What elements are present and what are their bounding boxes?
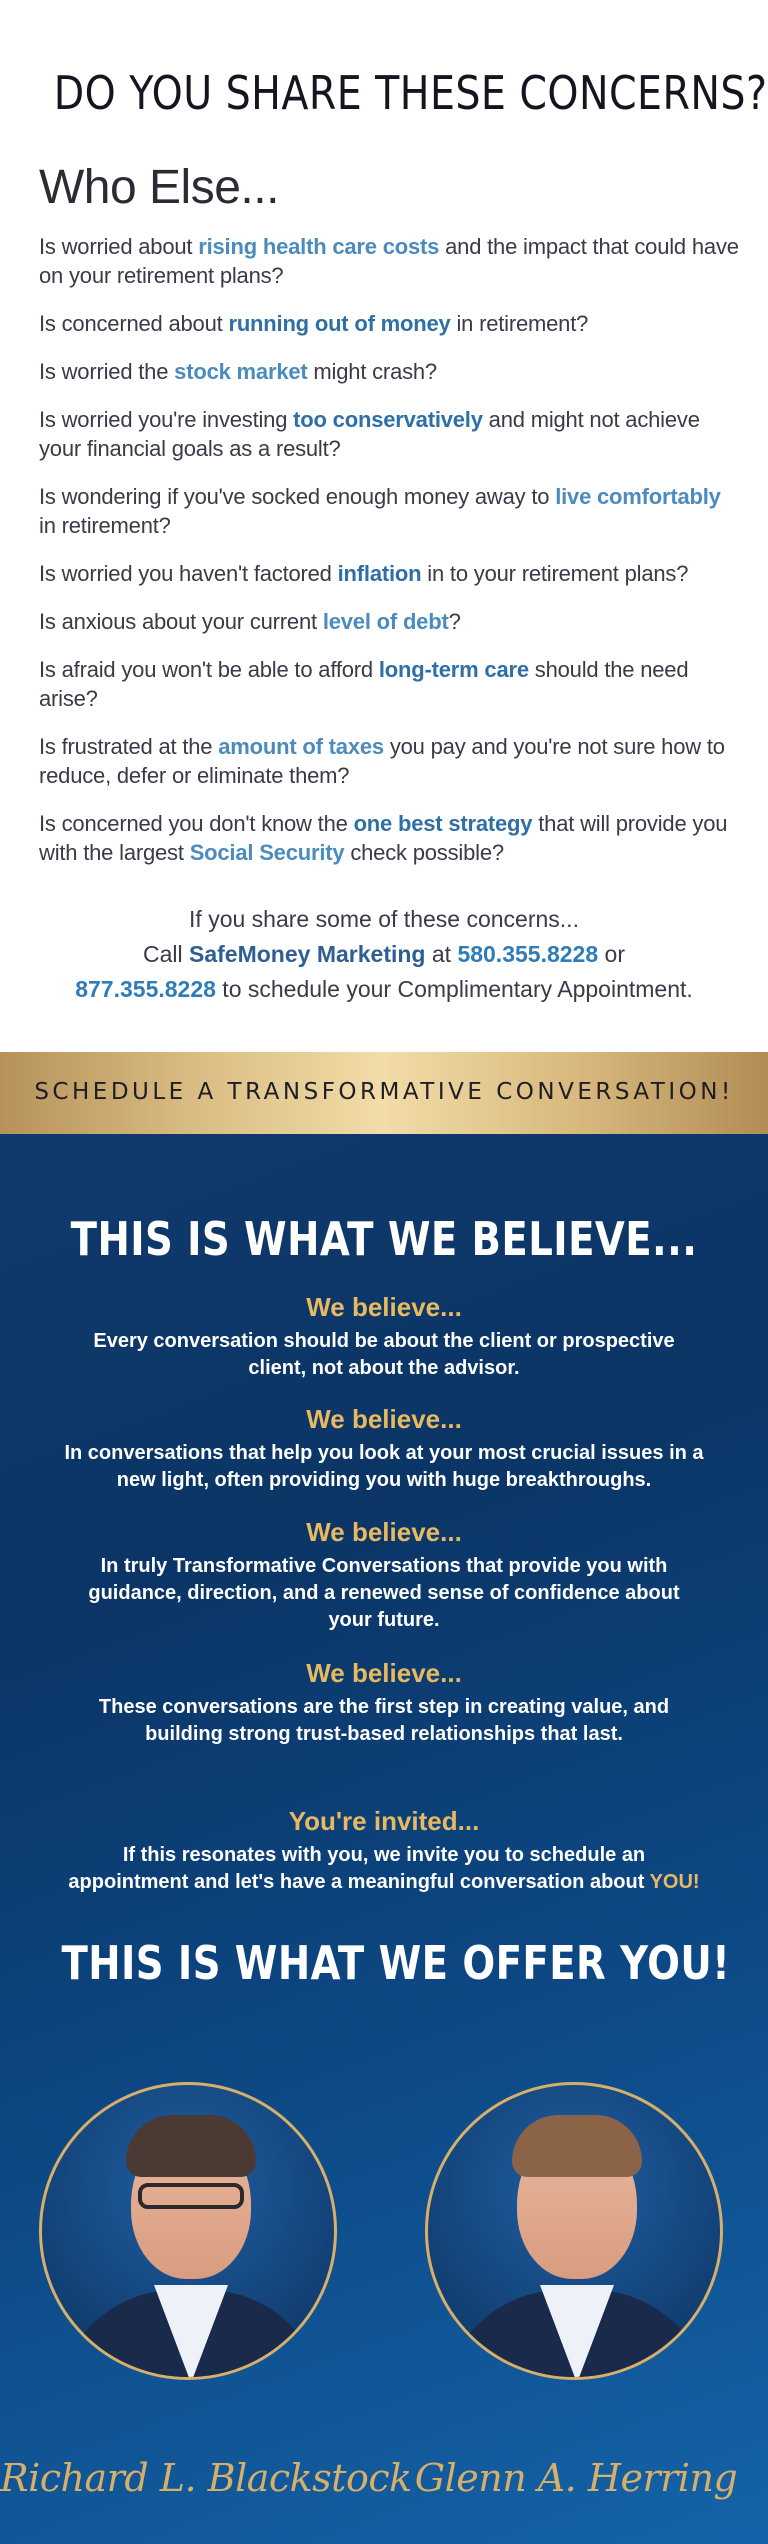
cta-line-1: If you share some of these concerns...: [189, 906, 579, 932]
schedule-banner-text: SCHEDULE A TRANSFORMATIVE CONVERSATION!: [34, 1079, 734, 1105]
cta-line-3: 877.355.8228 to schedule your Complimentary Appointment.: [75, 976, 693, 1002]
you-emphasis: YOU!: [649, 1871, 700, 1893]
phone-link-secondary[interactable]: 877.355.8228: [75, 976, 216, 1002]
phone-link-primary[interactable]: 580.355.8228: [457, 941, 599, 967]
company-name: SafeMoney Marketing: [189, 941, 426, 967]
signature-richard: Richard L. Blackstock: [0, 2456, 412, 2500]
hair-shape: [126, 2115, 256, 2177]
concern-item: Is worried you haven't factored inflation in to your retirement plans?: [39, 561, 689, 586]
concern-item: Is worried about rising health care costs and the impact that could have on your retirement plans?: [39, 234, 739, 288]
offer-title: THIS IS WHAT WE OFFER YOU!: [61, 1936, 731, 1990]
belief-text: Every conversation should be about the client or prospective client, not about the advisor.: [93, 1330, 675, 1379]
concerns-section: [0, 0, 768, 1052]
call-to-action: [0, 902, 768, 1007]
beliefs-section: [0, 1134, 768, 2544]
belief-heading: We believe...: [306, 1658, 462, 1688]
concerns-heading: DO YOU SHARE THESE CONCERNS?: [53, 66, 768, 120]
schedule-banner[interactable]: [0, 1052, 768, 1134]
concern-item: Is frustrated at the amount of taxes you pay and you're not sure how to reduce, defer or eliminate them?: [39, 734, 725, 788]
belief-heading: We believe...: [306, 1292, 462, 1322]
invite-block: [0, 1804, 768, 1896]
concern-item: Is worried the stock market might crash?: [39, 359, 437, 384]
belief-block: [0, 1515, 768, 1634]
belief-block: [0, 1656, 768, 1748]
advisor-portrait: [39, 2082, 337, 2380]
cta-line-2: Call SafeMoney Marketing at 580.355.8228 or: [143, 941, 625, 967]
belief-text: These conversations are the first step in creating value, and building strong trust-based relationships that last.: [98, 1696, 670, 1745]
belief-block: [0, 1402, 768, 1494]
concerns-list: [39, 232, 739, 886]
concern-item: Is anxious about your current level of debt?: [39, 609, 461, 634]
concern-item: Is afraid you won't be able to afford long-term care should the need arise?: [39, 657, 689, 711]
concern-item: Is concerned you don't know the one best strategy that will provide you with the largest Social Security check possible?: [39, 811, 728, 865]
concern-item: Is concerned about running out of money in retirement?: [39, 311, 589, 336]
beliefs-title: THIS IS WHAT WE BELIEVE...: [70, 1212, 698, 1266]
belief-heading: We believe...: [306, 1517, 462, 1547]
invite-heading: You're invited...: [288, 1806, 480, 1836]
belief-block: [0, 1290, 768, 1382]
concern-item: Is worried you're investing too conservatively and might not achieve your financial goals as a result?: [39, 407, 700, 461]
belief-text: In truly Transformative Conversations that provide you with guidance, direction, and a renewed sense of confidence about your future.: [88, 1555, 680, 1631]
advisor-portrait: [425, 2082, 723, 2380]
belief-text: In conversations that help you look at your most crucial issues in a new light, often providing you with huge breakthroughs.: [64, 1442, 704, 1491]
belief-heading: We believe...: [306, 1404, 462, 1434]
signature-glenn: Glenn A. Herring: [414, 2456, 738, 2500]
who-else-subheading: Who Else...: [39, 161, 279, 214]
concern-item: Is wondering if you've socked enough money away to live comfortably in retirement?: [39, 484, 721, 538]
glasses-icon: [138, 2183, 244, 2209]
invite-text: If this resonates with you, we invite you to schedule an appointment and let's have a meaningful conversation about YOU!: [68, 1844, 700, 1893]
hair-shape: [512, 2115, 642, 2177]
